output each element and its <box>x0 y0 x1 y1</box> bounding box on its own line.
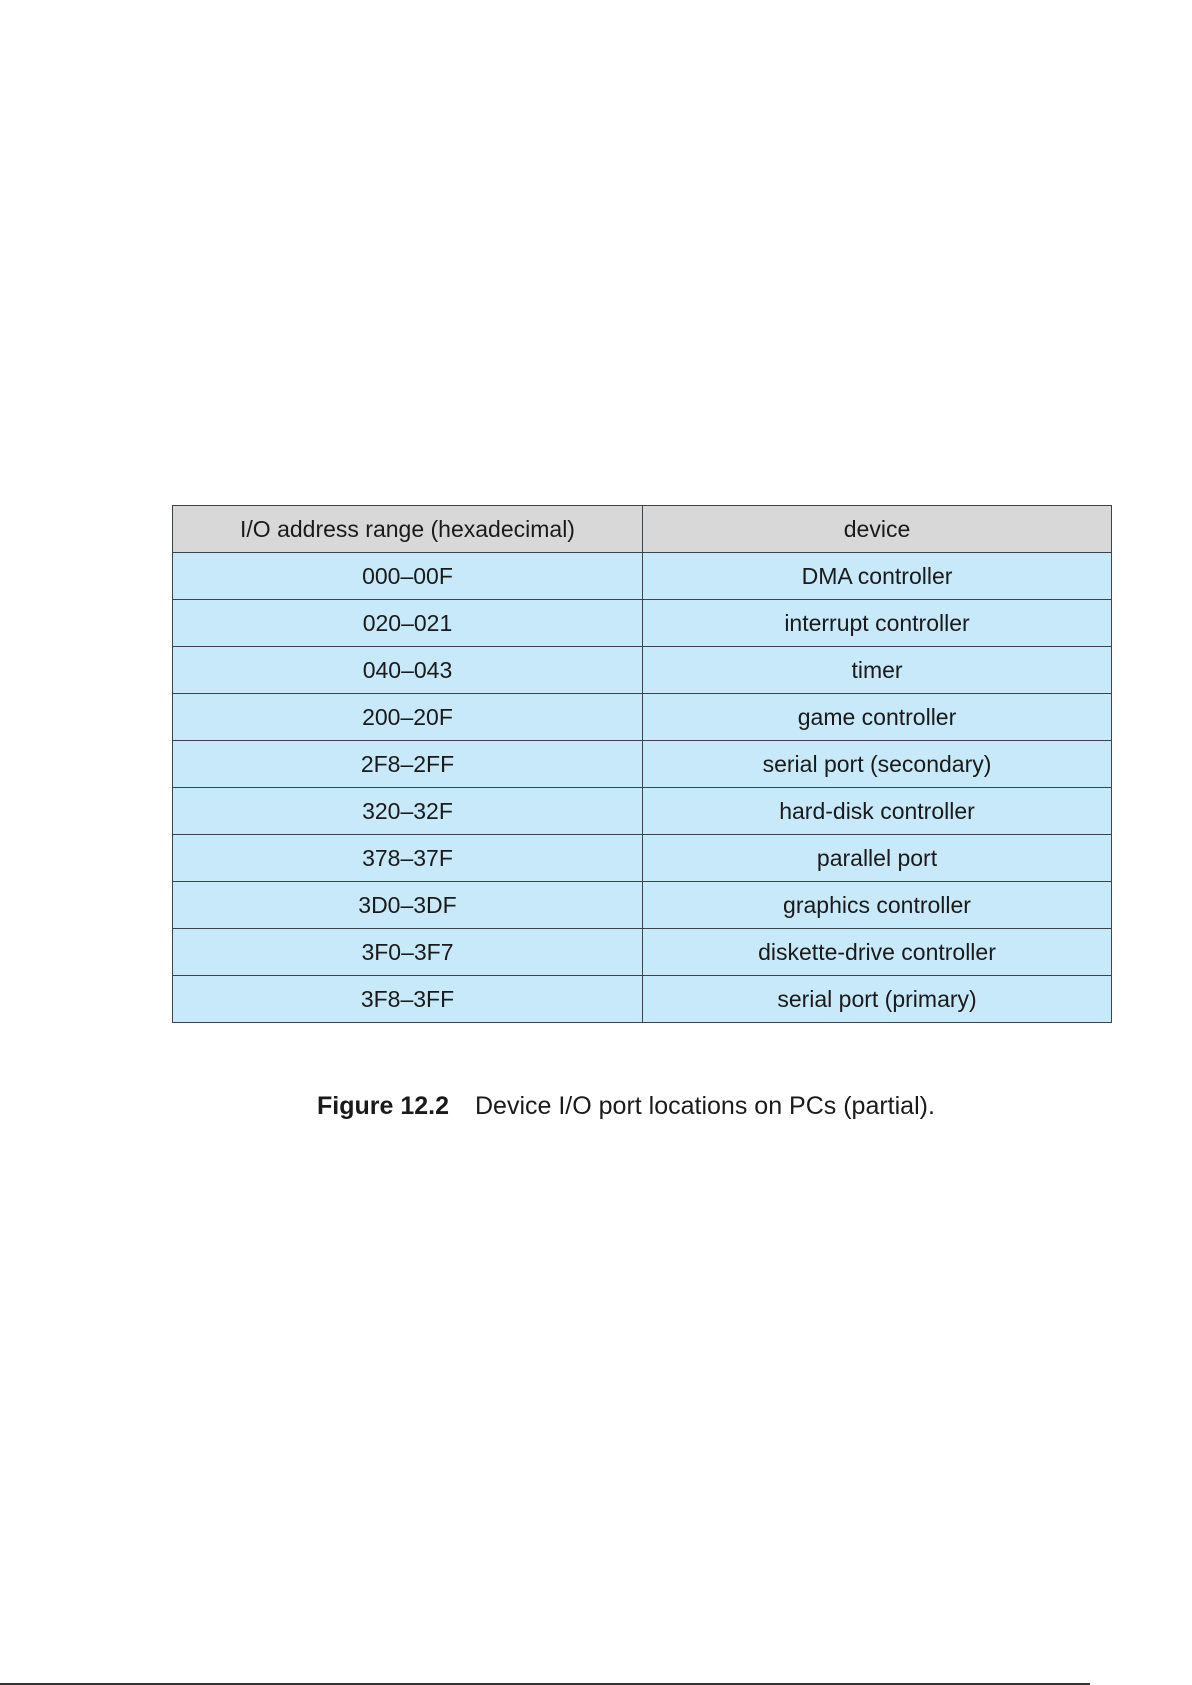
device-cell: game controller <box>643 694 1112 741</box>
table-header-row <box>173 506 1112 553</box>
address-range-cell: 3F8–3FF <box>173 976 643 1023</box>
address-range-cell: 000–00F <box>173 553 643 600</box>
figure-caption <box>317 1092 935 1121</box>
figure-label: Figure 12.2 <box>317 1092 449 1120</box>
device-cell: diskette-drive controller <box>643 929 1112 976</box>
address-range-cell: 378–37F <box>173 835 643 882</box>
table-row <box>173 788 1112 835</box>
address-range-cell: 3D0–3DF <box>173 882 643 929</box>
device-cell: serial port (primary) <box>643 976 1112 1023</box>
device-cell: DMA controller <box>643 553 1112 600</box>
address-range-cell: 3F0–3F7 <box>173 929 643 976</box>
address-range-cell: 200–20F <box>173 694 643 741</box>
table-row <box>173 694 1112 741</box>
header-address-range: I/O address range (hexadecimal) <box>173 506 643 553</box>
device-cell: serial port (secondary) <box>643 741 1112 788</box>
table-row <box>173 929 1112 976</box>
device-cell: parallel port <box>643 835 1112 882</box>
address-range-cell: 040–043 <box>173 647 643 694</box>
table-row <box>173 882 1112 929</box>
device-cell: hard-disk controller <box>643 788 1112 835</box>
table-row <box>173 647 1112 694</box>
figure-caption-text: Device I/O port locations on PCs (partial). <box>475 1092 935 1120</box>
address-range-cell: 020–021 <box>173 600 643 647</box>
table-row <box>173 835 1112 882</box>
header-device: device <box>643 506 1112 553</box>
device-cell: interrupt controller <box>643 600 1112 647</box>
address-range-cell: 320–32F <box>173 788 643 835</box>
table-row <box>173 600 1112 647</box>
table-row <box>173 976 1112 1023</box>
table-row <box>173 741 1112 788</box>
device-cell: timer <box>643 647 1112 694</box>
io-port-table <box>172 505 1112 1023</box>
address-range-cell: 2F8–2FF <box>173 741 643 788</box>
device-cell: graphics controller <box>643 882 1112 929</box>
table-row <box>173 553 1112 600</box>
